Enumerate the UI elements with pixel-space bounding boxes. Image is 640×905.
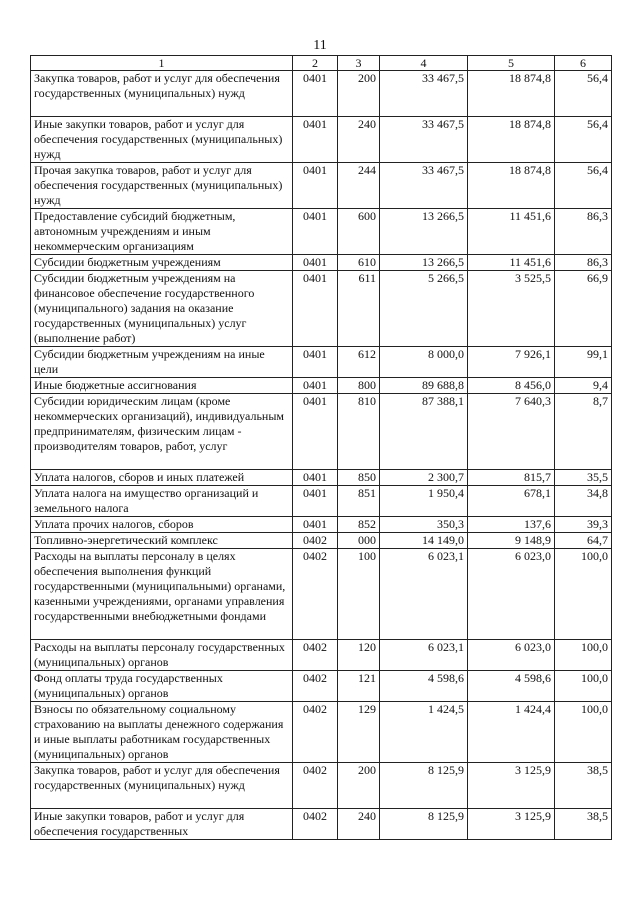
row-expense-type-cell: 612 (338, 347, 380, 378)
row-section-cell: 0402 (293, 763, 338, 809)
row-section-cell: 0401 (293, 271, 338, 347)
table-row (31, 486, 612, 517)
table-row (31, 809, 612, 840)
header-col-3: 3 (338, 56, 380, 71)
row-name-cell: Уплата прочих налогов, сборов (31, 517, 293, 533)
row-name-cell: Закупка товаров, работ и услуг для обеспечения государственных (муниципальных) нужд (31, 763, 293, 809)
row-section-cell: 0401 (293, 394, 338, 470)
table-row (31, 533, 612, 549)
table-row (31, 117, 612, 163)
row-planned-cell: 8 125,9 (380, 763, 468, 809)
row-planned-cell: 6 023,1 (380, 640, 468, 671)
row-actual-cell: 7 926,1 (468, 347, 555, 378)
row-percent-cell: 56,4 (555, 163, 612, 209)
row-expense-type-cell: 129 (338, 702, 380, 763)
row-name-cell: Прочая закупка товаров, работ и услуг для обеспечения государственных (муниципальных) нужд (31, 163, 293, 209)
row-actual-cell: 678,1 (468, 486, 555, 517)
row-section-cell: 0402 (293, 640, 338, 671)
table-row (31, 378, 612, 394)
row-planned-cell: 13 266,5 (380, 209, 468, 255)
row-actual-cell: 3 125,9 (468, 763, 555, 809)
row-planned-cell: 1 950,4 (380, 486, 468, 517)
row-name-cell: Иные закупки товаров, работ и услуг для обеспечения государственных (31, 809, 293, 840)
table-body (31, 71, 612, 840)
row-name-cell: Фонд оплаты труда государственных (муниципальных) органов (31, 671, 293, 702)
row-actual-cell: 11 451,6 (468, 209, 555, 255)
row-planned-cell: 8 125,9 (380, 809, 468, 840)
row-name-cell: Иные закупки товаров, работ и услуг для обеспечения государственных (муниципальных) нужд (31, 117, 293, 163)
row-percent-cell: 56,4 (555, 71, 612, 117)
row-expense-type-cell: 240 (338, 809, 380, 840)
row-name-cell: Субсидии бюджетным учреждениям (31, 255, 293, 271)
row-percent-cell: 8,7 (555, 394, 612, 470)
row-expense-type-cell: 200 (338, 71, 380, 117)
table-header-row (31, 56, 612, 71)
row-planned-cell: 14 149,0 (380, 533, 468, 549)
row-actual-cell: 6 023,0 (468, 549, 555, 640)
table-row (31, 640, 612, 671)
header-col-6: 6 (555, 56, 612, 71)
row-actual-cell: 3 125,9 (468, 809, 555, 840)
row-name-cell: Взносы по обязательному социальному страхованию на выплаты денежного содержания и иные выплаты работникам государственных (муниципальных) органов (31, 702, 293, 763)
row-expense-type-cell: 600 (338, 209, 380, 255)
row-actual-cell: 6 023,0 (468, 640, 555, 671)
row-planned-cell: 4 598,6 (380, 671, 468, 702)
budget-table (30, 55, 612, 840)
row-actual-cell: 137,6 (468, 517, 555, 533)
row-section-cell: 0402 (293, 809, 338, 840)
row-section-cell: 0401 (293, 470, 338, 486)
row-planned-cell: 350,3 (380, 517, 468, 533)
row-actual-cell: 18 874,8 (468, 117, 555, 163)
row-expense-type-cell: 800 (338, 378, 380, 394)
row-section-cell: 0401 (293, 117, 338, 163)
row-actual-cell: 3 525,5 (468, 271, 555, 347)
row-expense-type-cell: 121 (338, 671, 380, 702)
row-section-cell: 0401 (293, 71, 338, 117)
header-col-5: 5 (468, 56, 555, 71)
row-section-cell: 0402 (293, 533, 338, 549)
table-row (31, 763, 612, 809)
row-actual-cell: 18 874,8 (468, 163, 555, 209)
row-name-cell: Расходы на выплаты персоналу в целях обеспечения выполнения функций государственными (муниципальными) органами, казенными учреждениями, органами управления государственными внебюджетными фондами (31, 549, 293, 640)
row-percent-cell: 66,9 (555, 271, 612, 347)
row-name-cell: Субсидии юридическим лицам (кроме некоммерческих организаций), индивидуальным предпринимателям, физическим лицам - производителям товаров, работ, услуг (31, 394, 293, 470)
row-name-cell: Субсидии бюджетным учреждениям на иные цели (31, 347, 293, 378)
row-name-cell: Закупка товаров, работ и услуг для обеспечения государственных (муниципальных) нужд (31, 71, 293, 117)
row-percent-cell: 64,7 (555, 533, 612, 549)
row-actual-cell: 11 451,6 (468, 255, 555, 271)
row-planned-cell: 8 000,0 (380, 347, 468, 378)
row-percent-cell: 86,3 (555, 255, 612, 271)
row-expense-type-cell: 810 (338, 394, 380, 470)
row-expense-type-cell: 240 (338, 117, 380, 163)
row-planned-cell: 13 266,5 (380, 255, 468, 271)
row-section-cell: 0401 (293, 378, 338, 394)
row-actual-cell: 8 456,0 (468, 378, 555, 394)
header-col-4: 4 (380, 56, 468, 71)
table-row (31, 209, 612, 255)
row-section-cell: 0402 (293, 671, 338, 702)
row-percent-cell: 99,1 (555, 347, 612, 378)
row-actual-cell: 7 640,3 (468, 394, 555, 470)
row-percent-cell: 35,5 (555, 470, 612, 486)
row-name-cell: Уплата налога на имущество организаций и земельного налога (31, 486, 293, 517)
table-row (31, 271, 612, 347)
row-percent-cell: 100,0 (555, 671, 612, 702)
row-actual-cell: 1 424,4 (468, 702, 555, 763)
row-name-cell: Субсидии бюджетным учреждениям на финансовое обеспечение государственного (муниципального) задания на оказание государственных (муниципальных) услуг (выполнение работ) (31, 271, 293, 347)
table-row (31, 671, 612, 702)
row-section-cell: 0402 (293, 702, 338, 763)
row-planned-cell: 33 467,5 (380, 163, 468, 209)
table-row (31, 71, 612, 117)
row-planned-cell: 87 388,1 (380, 394, 468, 470)
row-percent-cell: 86,3 (555, 209, 612, 255)
row-percent-cell: 100,0 (555, 702, 612, 763)
row-planned-cell: 33 467,5 (380, 117, 468, 163)
row-expense-type-cell: 852 (338, 517, 380, 533)
row-percent-cell: 38,5 (555, 809, 612, 840)
row-name-cell: Уплата налогов, сборов и иных платежей (31, 470, 293, 486)
table-row (31, 394, 612, 470)
row-planned-cell: 33 467,5 (380, 71, 468, 117)
row-section-cell: 0401 (293, 209, 338, 255)
row-percent-cell: 56,4 (555, 117, 612, 163)
row-actual-cell: 815,7 (468, 470, 555, 486)
table-row (31, 517, 612, 533)
row-section-cell: 0401 (293, 347, 338, 378)
row-planned-cell: 6 023,1 (380, 549, 468, 640)
row-percent-cell: 9,4 (555, 378, 612, 394)
header-col-2: 2 (293, 56, 338, 71)
row-planned-cell: 2 300,7 (380, 470, 468, 486)
row-expense-type-cell: 244 (338, 163, 380, 209)
row-section-cell: 0401 (293, 255, 338, 271)
budget-table-container (30, 55, 612, 840)
table-row (31, 163, 612, 209)
row-expense-type-cell: 000 (338, 533, 380, 549)
row-expense-type-cell: 200 (338, 763, 380, 809)
table-row (31, 255, 612, 271)
row-expense-type-cell: 851 (338, 486, 380, 517)
header-col-1: 1 (31, 56, 293, 71)
row-percent-cell: 100,0 (555, 640, 612, 671)
row-section-cell: 0401 (293, 163, 338, 209)
row-percent-cell: 38,5 (555, 763, 612, 809)
row-section-cell: 0401 (293, 517, 338, 533)
row-actual-cell: 4 598,6 (468, 671, 555, 702)
row-name-cell: Иные бюджетные ассигнования (31, 378, 293, 394)
table-row (31, 702, 612, 763)
row-planned-cell: 89 688,8 (380, 378, 468, 394)
row-percent-cell: 100,0 (555, 549, 612, 640)
row-planned-cell: 1 424,5 (380, 702, 468, 763)
row-section-cell: 0402 (293, 549, 338, 640)
row-name-cell: Расходы на выплаты персоналу государственных (муниципальных) органов (31, 640, 293, 671)
row-expense-type-cell: 850 (338, 470, 380, 486)
row-expense-type-cell: 610 (338, 255, 380, 271)
row-actual-cell: 18 874,8 (468, 71, 555, 117)
row-percent-cell: 39,3 (555, 517, 612, 533)
row-planned-cell: 5 266,5 (380, 271, 468, 347)
row-expense-type-cell: 611 (338, 271, 380, 347)
row-percent-cell: 34,8 (555, 486, 612, 517)
row-name-cell: Топливно-энергетический комплекс (31, 533, 293, 549)
table-row (31, 470, 612, 486)
row-expense-type-cell: 120 (338, 640, 380, 671)
table-row (31, 549, 612, 640)
row-actual-cell: 9 148,9 (468, 533, 555, 549)
row-name-cell: Предоставление субсидий бюджетным, автономным учреждениям и иным некоммерческим организациям (31, 209, 293, 255)
page-number: 11 (313, 38, 327, 53)
row-section-cell: 0401 (293, 486, 338, 517)
row-expense-type-cell: 100 (338, 549, 380, 640)
table-row (31, 347, 612, 378)
